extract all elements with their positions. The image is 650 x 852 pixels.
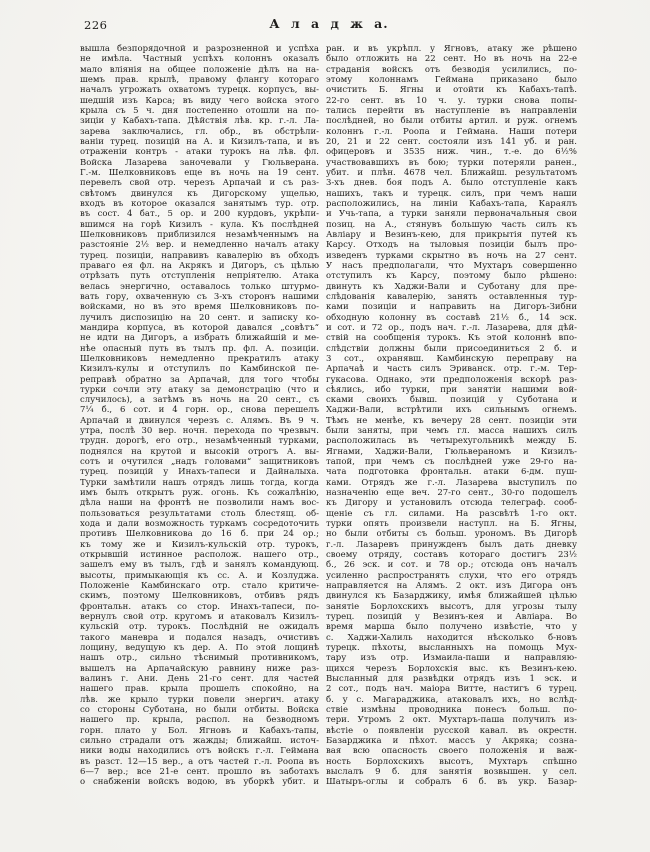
text-line: Базарджика и пѣхот. массъ у Акряка; созна- xyxy=(326,735,577,746)
text-line: Арпачаѣ и часть силъ Эриванск. отр. г.-м. Тер- xyxy=(326,364,577,375)
text-line: утра, послѣ 30 вер. ночн. перехода по чрезвыч. xyxy=(80,426,319,437)
text-line: турецк. пѣхоты, высланныхъ на помощь Мух- xyxy=(326,643,577,654)
text-line: занятіе Борлохскихъ высотъ, для угрозы тылу xyxy=(326,601,577,612)
text-line: сками своихъ бывш. позицій у Суботана и xyxy=(326,395,577,406)
text-line: Арпачай и двинулся черезъ с. Алямъ. Въ 9 ч. xyxy=(80,415,319,426)
text-line: Кизилъ-кулы и отступилъ по Камбинской пе- xyxy=(80,364,319,375)
text-line: но были отбиты съ больш. урономъ. Въ Дигорѣ xyxy=(326,529,577,540)
text-line: случилось), а затѣмъ въ ночь на 20 сент., съ xyxy=(80,395,319,406)
text-line: высоты, примыкающія къ сс. А. и Козлуджа. xyxy=(80,570,319,581)
text-line: 2 сот., подъ нач. маіора Витте, настигъ 6 турец. xyxy=(326,684,577,695)
text-line: вшимся на горѣ Кизилъ - кула. Къ послѣдней xyxy=(80,219,319,230)
text-line: войсками, но въ это время Шелковниковъ по- xyxy=(80,302,319,313)
text-line: 20, 21 и 22 сент. состояли изъ 141 уб. и ран. xyxy=(326,136,577,147)
text-line: послѣдней, но были отбиты артил. и руж. огнемъ xyxy=(326,116,577,127)
text-line: скимъ, поэтому Шелковниковъ, отбивъ рядъ xyxy=(80,591,319,602)
text-line: Г.-м. Шелковниковъ еще въ ночь на 19 сент. xyxy=(80,167,319,178)
text-line: страданія войскъ отъ безводія усилились, по- xyxy=(326,64,577,75)
page-number: 226 xyxy=(84,18,108,32)
text-line: свѣтомъ двинулся къ Дигорскому ущелью, xyxy=(80,188,319,199)
text-line: о снабженіи войскъ водою, въ уборкѣ убит. и xyxy=(80,777,319,788)
text-line: слѣдованія кавалерію, занять оставленныя тур- xyxy=(326,291,577,302)
text-line: нашего пр. крыла, распол. на безводномъ xyxy=(80,715,319,726)
text-line: Ягнами, Хаджи-Вали, Гюльвераномъ и Кизилъ- xyxy=(326,446,577,457)
text-line: сотъ и очутился „надъ головами“ защитниковъ xyxy=(80,457,319,468)
text-line: Карсу. Отходъ на тыловыя позиціи былъ про- xyxy=(326,240,577,251)
text-line: отступилъ къ Карсу, поэтому было рѣшено: xyxy=(326,271,577,282)
text-line: турец. позиціи, направивъ кавалерію въ обходъ xyxy=(80,250,319,261)
text-line: ками. Отрядъ же г.-л. Лазарева выступилъ по xyxy=(326,477,577,488)
text-line: колоннъ г.-л. Роопа и Геймана. Наши потери xyxy=(326,126,577,137)
text-line: разстояніе 2½ вер. и немедленно началъ атаку xyxy=(80,240,319,251)
text-line: Шатыръ-оглы и собралъ 6 б. въ укр. Базар- xyxy=(326,777,577,788)
text-line: перевелъ свой отр. черезъ Арпачай и съ раз- xyxy=(80,178,319,189)
text-line: отраженіи контръ - атаки турокъ на лѣв. фл. xyxy=(80,147,319,158)
text-line: открывшій истинное располож. нашего отр., xyxy=(80,550,319,561)
text-line: нашъ отр., сильно тѣснимый противникомъ, xyxy=(80,653,319,664)
text-line: реправѣ обратно за Арпачай, для того чтобы xyxy=(80,374,319,385)
text-line: 22-го сент. въ 10 ч. у. турки снова попы- xyxy=(326,95,577,106)
text-line: Авліару и Везинъ-кею, для прикрытія путей къ xyxy=(326,229,577,240)
text-line: и сот. и 72 ор., подъ нач. г.-л. Лазарева, для дѣй- xyxy=(326,322,577,333)
text-line: отрѣзать путь отступленія непріятелю. Атака xyxy=(80,271,319,282)
text-line: лощину, ведущую къ дер. А. По этой лощинѣ xyxy=(80,643,319,654)
text-line: кульскій отр. турокъ. Послѣдній не ожидалъ xyxy=(80,622,319,633)
text-line: поднялся на крутой и высокій отрогъ А. вы- xyxy=(80,446,319,457)
text-line: валинъ г. Ани. День 21-го сент. для частей xyxy=(80,674,319,685)
text-line: Хаджи-Вали, встрѣтили ихъ сильнымъ огнемъ. xyxy=(326,405,577,416)
text-line: въ разст. 12—15 вер., а отъ частей г.-л. Роопа въ xyxy=(80,756,319,767)
text-line: ствіе измѣны проводника понесъ больш. по- xyxy=(326,705,577,715)
text-line: с. Хаджи-Халиль находится нѣсколько б-новъ xyxy=(326,632,577,643)
text-line: обходную колонну въ составѣ 21½ б., 14 эск. xyxy=(326,312,577,323)
text-line: Войска Лазарева заночевали у Гюльверана. xyxy=(80,157,319,168)
text-line: изведенъ турками скрытно въ ночь на 27 сент. xyxy=(326,250,577,261)
text-line: позиц. на А., стянувъ большую часть силъ къ xyxy=(326,219,577,230)
text-line: назначенію еще веч. 27-го сент., 30-го подошелъ xyxy=(326,488,577,499)
text-line: вать гору, охваченную съ 3-хъ сторонъ нашими xyxy=(80,291,319,302)
text-line: выслалъ 9 б. для занятія возвышен. у сел. xyxy=(326,766,577,777)
text-line: было отложить на 22 сент. Но въ ночь на 22-е xyxy=(326,54,577,65)
text-line: 3-хъ днев. боя подъ А. было отступленіе какъ xyxy=(326,178,577,189)
text-line: пользоваться результатами столь блестящ. об- xyxy=(80,508,319,519)
text-line: расположилась въ четырехугольникѣ между Б. xyxy=(326,436,577,447)
text-line: слѣдствіи должны были присоединиться 2 б. и xyxy=(326,343,577,354)
text-line: время марша было получено извѣстіе, что у xyxy=(326,622,577,633)
text-line: хода и дали возможность туркамъ сосредоточить xyxy=(80,519,319,530)
text-line: велась энергично, оставалось только штурмо- xyxy=(80,281,319,292)
text-line: У насъ предполагали, что Мухтаръ совершенно xyxy=(326,260,577,271)
text-line: къ тому же и Кизилъ-кульскій отр. турокъ, xyxy=(80,539,319,550)
text-line: праваго ея фл. на Акрякъ и Дигоръ, съ цѣлью xyxy=(80,260,319,271)
text-line: тару изъ отр. Измаила-паши и направляю- xyxy=(326,653,577,664)
text-line: фронтальн. атакъ со стор. Инахъ-тапеси, по- xyxy=(80,601,319,612)
text-line: мандира корпуса, въ которой давался „совѣтъ“ xyxy=(80,322,319,333)
text-line: тались перейти въ наступленіе въ направленіи xyxy=(326,105,577,116)
text-line: горн. плато у Бол. Ягновъ и Кабахъ-тапы, xyxy=(80,725,319,736)
text-line: были заняты, при чемъ гл. масса нашихъ силъ xyxy=(326,426,577,437)
text-line: гукасова. Однако, эти предположенія вскорѣ раз- xyxy=(326,374,577,385)
text-line: сѣялись, ибо турки, при занятіи нашими вой- xyxy=(326,384,577,395)
text-line: офицеровъ и 3535 ниж. чин., т.-е. до 6½% xyxy=(326,147,577,158)
text-line: вышелъ на Арпачайскую равнину ниже раз- xyxy=(80,663,319,674)
text-line: въ сост. 4 бат., 5 ор. и 200 курдовъ, укрѣпи- xyxy=(80,209,319,220)
text-line: шемъ прав. крылѣ, правому флангу котораго xyxy=(80,74,319,85)
text-line: сильно страдали отъ жажды; ближайш. источ- xyxy=(80,735,319,746)
text-line: Положеніе Камбинскаго отр. стало критиче- xyxy=(80,581,319,592)
text-line: крыла съ 5 ч. дня постепенно отошли на по- xyxy=(80,105,319,116)
text-line: убит. и плѣн. 4678 чел. Ближайш. результатомъ xyxy=(326,167,577,178)
text-line: не идти на Дигоръ, а избрать ближайшій и ме- xyxy=(80,333,319,344)
right-text-column xyxy=(326,44,577,788)
text-line: двинуть къ Хаджи-Вали и Суботану для пре- xyxy=(326,281,577,292)
text-line: б. у с. Магараджика, атаковалъ ихъ, но вслѣд- xyxy=(326,694,577,705)
left-text-column xyxy=(80,44,319,788)
text-line: усиленно распространять слухи, что его отрядъ xyxy=(326,570,577,581)
text-line: входъ въ которое оказался занятымъ тур. отр. xyxy=(80,198,319,209)
text-line: вышла безпорядочной и разрозненной и успѣха xyxy=(80,44,319,54)
text-line: и Учь-тапа, а турки заняли первоначальныя свои xyxy=(326,209,577,220)
text-line: щеніе съ гл. силами. На разсвѣтѣ 1-го окт. xyxy=(326,508,577,519)
text-line: двинулся къ Базарджику, имѣя ближайшей цѣлью xyxy=(326,591,577,602)
text-line: вернулъ свой отр. кругомъ и атаковалъ Кизилъ- xyxy=(80,612,319,623)
text-line: своему отряду, составъ котораго достигъ 23½ xyxy=(326,550,577,561)
page-header xyxy=(80,16,578,34)
text-line: ран. и въ укрѣпл. у Ягновъ, атаку же рѣшено xyxy=(326,44,577,54)
text-line: нашихъ, такъ и турецк. силъ, при чемъ наши xyxy=(326,188,577,199)
text-line: ками позиціи и направить на Дигоръ-Зибни xyxy=(326,302,577,313)
text-line: не имѣла. Частный успѣхъ колоннъ оказалъ xyxy=(80,54,319,65)
text-line: Шелковниковъ приблизился незамѣченнымъ на xyxy=(80,229,319,240)
text-line: шедшій изъ Карса; въ виду чего войска этого xyxy=(80,95,319,106)
text-line: участвовавшихъ въ бою; турки потеряли ранен., xyxy=(326,157,577,168)
text-line: къ Дигору и установилъ отсюда телеграф. сооб- xyxy=(326,498,577,509)
text-line: со стороны Суботана, но были отбиты. Войска xyxy=(80,705,319,715)
text-line: ники воды находились отъ войскъ г.-л. Геймана xyxy=(80,746,319,757)
text-line: Высланный для развѣдки отрядъ изъ 1 эск. и xyxy=(326,674,577,685)
text-line: дѣла наши на фронтѣ не позволили намъ вос- xyxy=(80,498,319,509)
text-line: чата подготовка фронтальн. атаки 6-дм. пуш- xyxy=(326,467,577,478)
text-line: трудн. дорогѣ, его отр., незамѣченный турками, xyxy=(80,436,319,447)
text-line: ствій на сообщенія турокъ. Къ этой колоннѣ впо- xyxy=(326,333,577,344)
text-line: нашего прав. крыла прошелъ спокойно, на xyxy=(80,684,319,695)
text-line: турец. позицій у Везинъ-кея и Авліара. Во xyxy=(326,612,577,623)
text-line: Турки замѣтили нашъ отрядъ лишь тогда, когда xyxy=(80,477,319,488)
text-line: вая всю опасность своего положенія и важ- xyxy=(326,746,577,757)
text-line: 3 сот., охранявш. Камбинскую переправу на xyxy=(326,353,577,364)
text-line: Тѣмъ не менѣе, къ вечеру 28 сент. позиціи эти xyxy=(326,415,577,426)
text-line: тери. Утромъ 2 окт. Мухтаръ-паша получилъ из- xyxy=(326,715,577,726)
text-line: ность Борлохскихъ высотъ, Мухтаръ спѣшно xyxy=(326,756,577,767)
text-line: г.-л. Лазаревъ принужденъ былъ дать дневку xyxy=(326,539,577,550)
text-line: зиціи у Кабахъ-тапа. Дѣйствія лѣв. кр. г.-л. Ла- xyxy=(80,116,319,127)
text-line: началъ угрожать охватомъ турецк. корпусъ, вы- xyxy=(80,85,319,96)
text-line: 7¼ б., 6 сот. и 4 горн. ор., снова перешелъ xyxy=(80,405,319,416)
text-line: расположились, на линіи Кабахъ-тапа, Караялъ xyxy=(326,198,577,209)
text-line: турки сочли эту атаку за демонстрацію (что и xyxy=(80,384,319,395)
text-line: вѣстіе о появленіи русской кавал. въ окрестн. xyxy=(326,725,577,736)
text-line: щихся черезъ Борлохскія выс. къ Везинъ-кею. xyxy=(326,663,577,674)
text-line: имъ былъ открытъ руж. огонь. Къ сожалѣнію, xyxy=(80,488,319,499)
text-line: турки опять произвели наступл. на Б. Ягны, xyxy=(326,519,577,530)
text-line: Шелковниковъ немедленно прекратилъ атаку xyxy=(80,353,319,364)
text-line: 6—7 вер.; все 21-е сент. прошло въ заботахъ xyxy=(80,766,319,777)
text-line: противъ Шелковникова до 16 б. при 24 ор.; xyxy=(80,529,319,540)
text-line: тапой, при чемъ съ послѣдней уже 29-го на- xyxy=(326,457,577,468)
text-line: б., 26 эск. и сот. и 78 ор.; отсюда онъ началъ xyxy=(326,560,577,571)
text-line: зарева заключались, гл. обр., въ обстрѣли- xyxy=(80,126,319,137)
text-line: ваніи турец. позицій на А. и Кизилъ-тапа, и въ xyxy=(80,136,319,147)
text-line: очистить Б. Ягны и отойти къ Кабахъ-тапѣ. xyxy=(326,85,577,96)
text-line: зашелъ ему въ тылъ, гдѣ и занялъ командующ. xyxy=(80,560,319,571)
text-line: нѣе опасный путь въ тылъ пр. фл. А. позиціи. xyxy=(80,343,319,354)
text-line: лучилъ диспозицію на 20 сент. и записку ко- xyxy=(80,312,319,323)
text-line: этому колоннамъ Геймана приказано было xyxy=(326,74,577,85)
text-line: такого маневра и подался назадъ, очистивъ xyxy=(80,632,319,643)
text-line: турец. позицій у Инахъ-тапеси и Дайналыха. xyxy=(80,467,319,478)
text-line: лѣв. же крыло турки повели энергич. атаку xyxy=(80,694,319,705)
text-line: направляется на Алямъ. 2 окт. изъ Дигора онъ xyxy=(326,581,577,592)
page-header-title: А л а д ж а. xyxy=(269,16,389,31)
text-line: мало вліянія на общее положеніе дѣлъ на на- xyxy=(80,64,319,75)
